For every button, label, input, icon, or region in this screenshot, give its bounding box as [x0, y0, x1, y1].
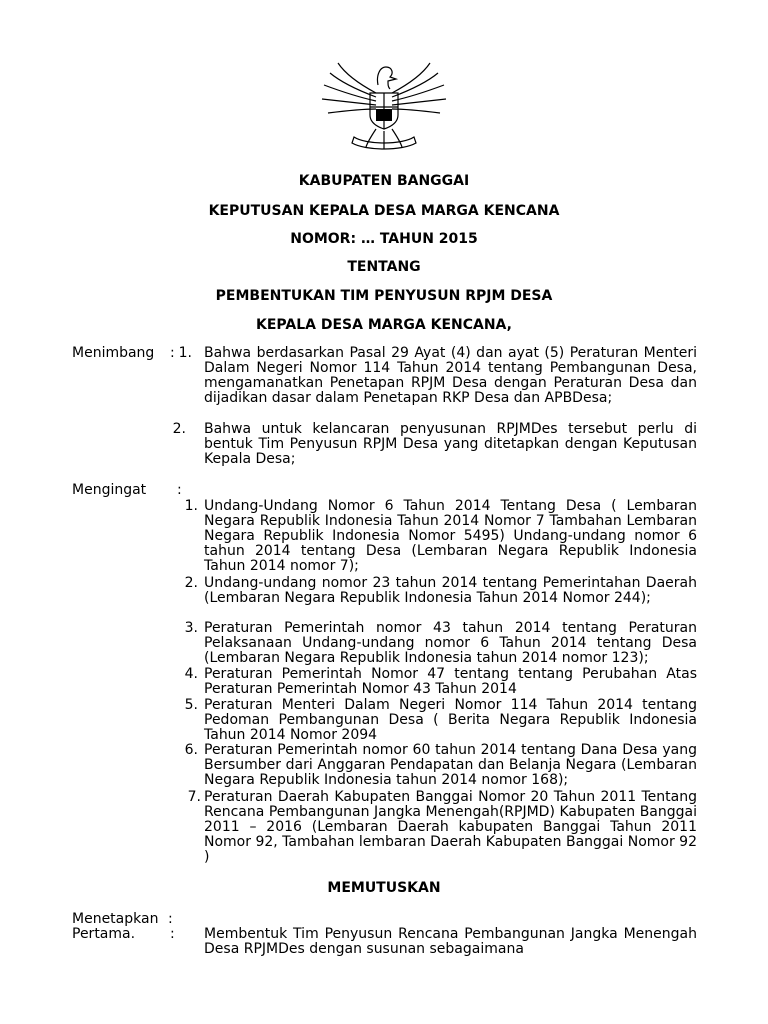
mengingat-item-text: Peraturan Daerah Kabupaten Banggai Nomor 20 Tahun 2011 Tentang Rencana Pembangunan Jangka Menengah(RPJMD) Kabupaten Banggai 2011 – 2016 (Lembaran Daerah kabupaten Banggai Tahun 2011 Nomor 92, Tambahan lembaran Daerah Kabupaten Banggai Nomor 92 ) [204, 789, 697, 865]
pertama-label: Pertama. [72, 926, 136, 942]
menimbang-label: Menimbang [72, 345, 155, 361]
mengingat-item-text: Undang-Undang Nomor 6 Tahun 2014 Tentang Desa ( Lembaran Negara Republik Indonesia Tahun 2014 Nomor 7 Tambahan Lembaran Negara Republik Indonesia Nomor 5495) Undang-undang nomor 6 tahun 2014 tentang Desa (Lembaran Negara Republik Indonesia Tahun 2014 nomor 7); [204, 498, 697, 574]
memutuskan-heading: MEMUTUSKAN [327, 880, 441, 896]
mengingat-item-number: 3. [184, 620, 198, 636]
mengingat-item-text: Peraturan Pemerintah Nomor 47 tentang tentang Perubahan Atas Peraturan Pemerintah Nomor 43 Tahun 2014 [204, 666, 697, 697]
menimbang-colon: : [170, 345, 175, 361]
menimbang-item-number: 1. [178, 345, 192, 361]
official-heading: KEPALA DESA MARGA KENCANA, [256, 317, 512, 333]
mengingat-item-text: Peraturan Pemerintah nomor 43 tahun 2014 tentang Peraturan Pelaksanaan Undang-undang nomor 6 Tahun 2014 tentang Desa (Lembaran Negara Republik Indonesia tahun 2014 nomor 123); [204, 620, 697, 666]
mengingat-item-number: 4. [184, 666, 198, 682]
mengingat-item-number: 7. [187, 789, 201, 805]
decree-number: NOMOR: … TAHUN 2015 [290, 231, 478, 247]
menimbang-item-text: Bahwa berdasarkan Pasal 29 Ayat (4) dan ayat (5) Peraturan Menteri Dalam Negeri Nomor 114 Tahun 2014 tentang Pembangunan Desa, mengamanatkan Penetapan RPJM Desa dengan Peraturan Desa dan dijadikan dasar dalam Penetapan RKP Desa dan APBDesa; [204, 345, 697, 406]
menetapkan-label: Menetapkan [72, 911, 159, 927]
pertama-colon: : [170, 926, 175, 942]
menetapkan-colon: : [168, 911, 173, 927]
mengingat-item-number: 5. [184, 697, 198, 713]
mengingat-item-text: Peraturan Pemerintah nomor 60 tahun 2014 tentang Dana Desa yang Bersumber dari Anggaran Pendapatan dan Belanja Negara (Lembaran Negara Republik Indonesia tahun 2014 nomor 168); [204, 742, 697, 788]
mengingat-colon: : [177, 482, 182, 498]
garuda-emblem-icon [316, 55, 452, 155]
menimbang-item-number: 2. [172, 421, 186, 437]
mengingat-item-number: 1. [184, 498, 198, 514]
decree-title: KEPUTUSAN KEPALA DESA MARGA KENCANA [208, 203, 560, 219]
mengingat-item-number: 2. [184, 575, 198, 591]
about-heading: TENTANG [347, 259, 421, 275]
mengingat-item-text: Undang-undang nomor 23 tahun 2014 tentang Pemerintahan Daerah (Lembaran Negara Republik Indonesia Tahun 2014 Nomor 244); [204, 575, 697, 606]
mengingat-item-number: 6. [184, 742, 198, 758]
regency-title: KABUPATEN BANGGAI [298, 173, 470, 189]
menimbang-item-text: Bahwa untuk kelancaran penyusunan RPJMDes tersebut perlu di bentuk Tim Penyusun RPJM Desa yang ditetapkan dengan Keputusan Kepala Desa; [204, 421, 697, 467]
mengingat-label: Mengingat [72, 482, 147, 498]
subject-heading: PEMBENTUKAN TIM PENYUSUN RPJM DESA [215, 288, 553, 304]
pertama-text: Membentuk Tim Penyusun Rencana Pembangunan Jangka Menengah Desa RPJMDes dengan susunan sebagaimana [204, 926, 697, 957]
mengingat-item-text: Peraturan Menteri Dalam Negeri Nomor 114 Tahun 2014 tentang Pedoman Pembangunan Desa ( Berita Negara Republik Indonesia Tahun 2014 Nomor 2094 [204, 697, 697, 743]
